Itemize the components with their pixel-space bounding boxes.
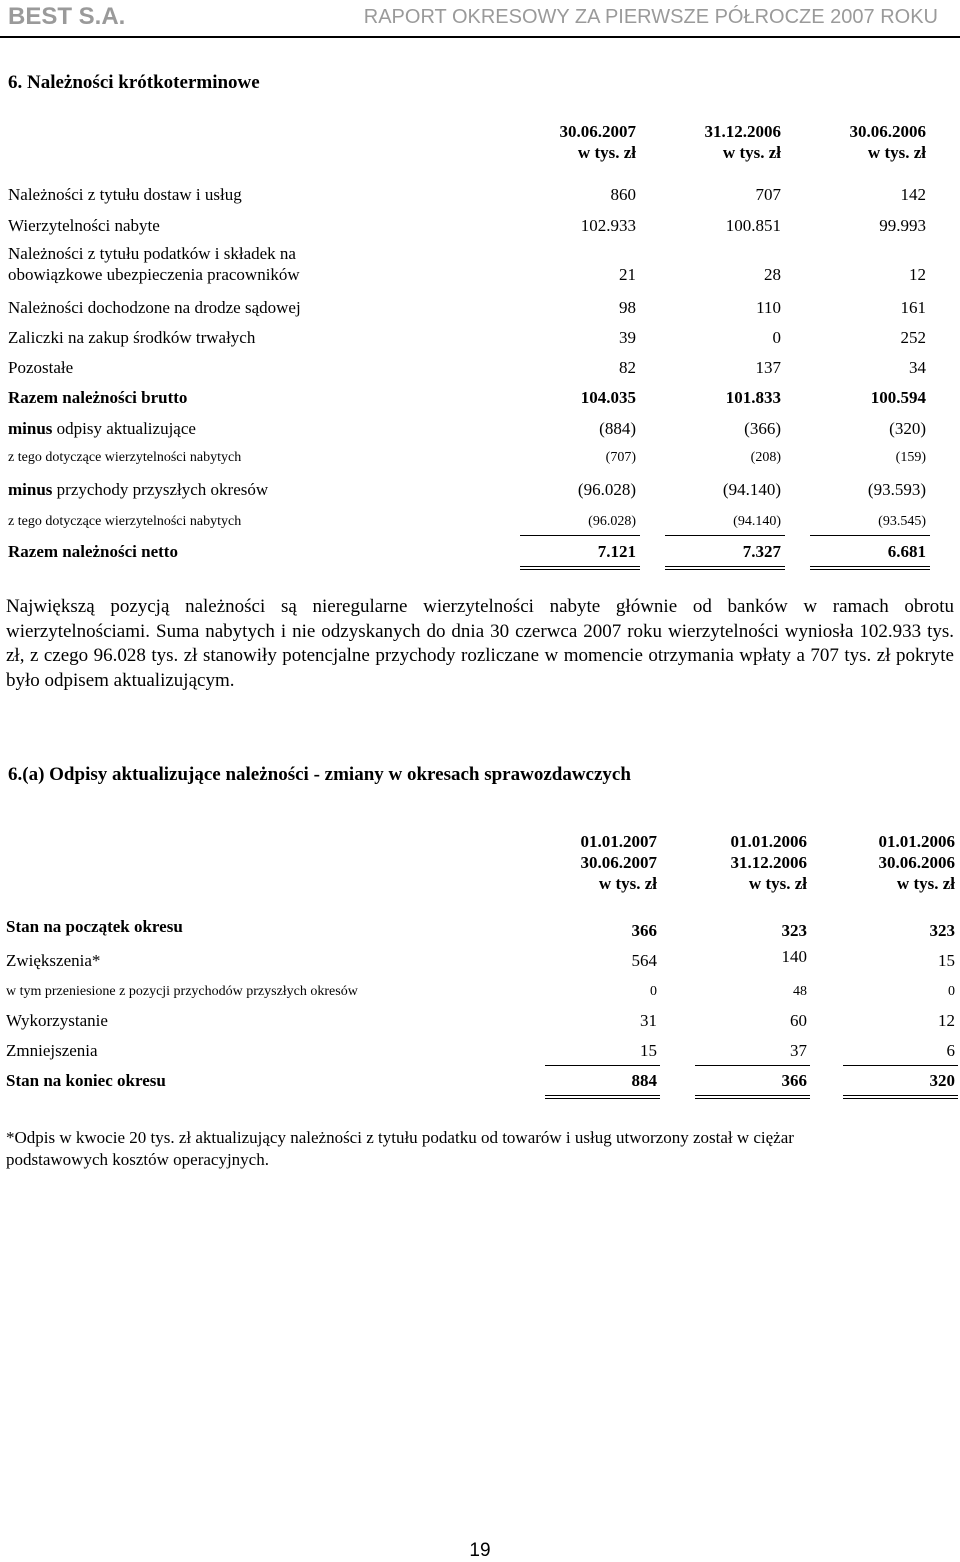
- s6a-row-value: 12: [938, 1011, 955, 1030]
- s6-total-net-value: 6.681: [887, 542, 926, 561]
- s6-row-label-line2: obowiązkowe ubezpieczenia pracowników: [8, 265, 300, 284]
- s6a-col-3-from: 01.01.2006: [878, 832, 955, 851]
- s6-col-3-header: [820, 121, 926, 163]
- s6-row-value: 34: [909, 358, 926, 377]
- s6-row-label: Należności z tytułu podatków i składek na: [8, 244, 296, 263]
- s6a-row-value: 15: [938, 951, 955, 970]
- s6a-row-value: 37: [790, 1041, 807, 1060]
- s6a-closing-label: Stan na koniec okresu: [6, 1071, 166, 1090]
- page-header: [0, 0, 960, 38]
- s6-row-value: (94.140): [722, 480, 781, 499]
- s6a-row-value: 60: [790, 1011, 807, 1030]
- s6a-col-2-unit: w tys. zł: [748, 874, 807, 893]
- s6-row-value: 137: [755, 358, 781, 377]
- s6-row-value: 102.933: [580, 216, 636, 235]
- s6-total-rule: [520, 535, 640, 536]
- s6-double-rule: [520, 569, 640, 570]
- s6-row-label: z tego dotyczące wierzytelności nabytych: [8, 450, 242, 465]
- s6a-row-value: 366: [631, 921, 657, 940]
- s6-double-rule: [810, 566, 930, 567]
- s6-row-value: (96.028): [588, 514, 636, 529]
- s6a-row-label: w tym przeniesione z pozycji przychodów przyszłych okresów: [6, 984, 358, 999]
- minus-rest: przychody przyszłych okresów: [52, 480, 269, 499]
- page-number: 19: [469, 1540, 491, 1561]
- s6a-total-rule: [545, 1065, 660, 1066]
- s6a-col-1-header: [545, 831, 657, 894]
- s6a-row-label: Zwiększenia*: [6, 951, 101, 970]
- company-name: BEST S.A.: [8, 3, 126, 30]
- s6a-col-2-header: [695, 831, 807, 894]
- minus-label: minus: [8, 419, 53, 438]
- s6-col-2-date: 31.12.2006: [704, 122, 781, 141]
- s6a-row-value: 323: [781, 921, 807, 940]
- s6a-col-3-to: 30.06.2006: [878, 853, 955, 872]
- s6a-col-2-to: 31.12.2006: [730, 853, 807, 872]
- s6-row-value: 21: [619, 265, 636, 284]
- s6-row-label: [8, 419, 196, 439]
- s6a-double-rule: [843, 1098, 958, 1099]
- s6a-opening-label: Stan na początek okresu: [6, 917, 183, 936]
- s6-total-net-value: 7.121: [597, 542, 636, 561]
- s6-row-value: 39: [619, 328, 636, 347]
- s6-total-gross-value: 104.035: [580, 388, 636, 407]
- s6a-double-rule: [695, 1098, 810, 1099]
- s6a-col-3-unit: w tys. zł: [896, 874, 955, 893]
- s6-row-value: (94.140): [733, 514, 781, 529]
- s6-double-rule: [520, 566, 640, 567]
- s6-row-label: [8, 480, 268, 500]
- s6-row-value: 12: [909, 265, 926, 284]
- s6-row-label: Należności dochodzone na drodze sądowej: [8, 298, 301, 317]
- section-6a-title: 6.(a) Odpisy aktualizujące należności - zmiany w okresach sprawozdawczych: [8, 764, 631, 785]
- s6-row-value: 99.993: [879, 216, 926, 235]
- s6a-col-1-to: 30.06.2007: [580, 853, 657, 872]
- s6-row-value: 860: [610, 185, 636, 204]
- s6a-row-label: Zmniejszenia: [6, 1041, 98, 1060]
- s6a-double-rule: [545, 1098, 660, 1099]
- s6-row-value: 100.851: [725, 216, 781, 235]
- s6-double-rule: [810, 569, 930, 570]
- s6a-col-1-from: 01.01.2007: [580, 832, 657, 851]
- s6-total-net-value: 7.327: [742, 542, 781, 561]
- section-6-paragraph: Największą pozycją należności są nieregularne wierzytelności nabyte głównie od banków w ramach obrotu wierzytelnościami. Suma nabytych i nie odzyskanych do dnia 30 czerwca 2007 roku wierzytelności wyniosła 102.933 tys. zł, z czego 96.028 tys. zł stanowiły potencjalne przychody rozliczane w momencie otrzymania wpłaty a 707 tys. zł pokryte było odpisem aktualizującym.: [6, 596, 954, 691]
- s6-row-value: 252: [900, 328, 926, 347]
- s6a-col-1-unit: w tys. zł: [598, 874, 657, 893]
- s6-row-value: (366): [744, 419, 781, 438]
- minus-label: minus: [8, 480, 53, 499]
- s6-row-label: z tego dotyczące wierzytelności nabytych: [8, 514, 242, 529]
- s6-row-value: (320): [889, 419, 926, 438]
- s6-col-3-unit: w tys. zł: [867, 143, 926, 162]
- s6-col-1-date: 30.06.2007: [559, 122, 636, 141]
- s6a-row-value: 564: [631, 951, 657, 970]
- s6-row-value: (93.593): [867, 480, 926, 499]
- s6-row-value: 98: [619, 298, 636, 317]
- s6a-row-value: 48: [793, 984, 807, 999]
- s6-row-label: Zaliczki na zakup środków trwałych: [8, 328, 256, 347]
- s6a-total-rule: [843, 1065, 958, 1066]
- s6-row-value: (707): [605, 450, 636, 465]
- s6-row-label: Należności z tytułu dostaw i usług: [8, 185, 242, 204]
- s6-total-rule: [810, 535, 930, 536]
- s6-row-value: (159): [895, 450, 926, 465]
- s6-col-2-unit: w tys. zł: [722, 143, 781, 162]
- s6-total-gross-label: Razem należności brutto: [8, 388, 188, 407]
- footnote: [6, 1127, 954, 1171]
- footnote-line-2: podstawowych kosztów operacyjnych.: [6, 1150, 269, 1169]
- footnote-line-1: *Odpis w kwocie 20 tys. zł aktualizujący należności z tytułu podatku od towarów i usług utworzony został w ciężar: [6, 1128, 794, 1147]
- s6-total-net-label: Razem należności netto: [8, 542, 178, 561]
- header-rule: [0, 36, 960, 38]
- s6a-row-label: Wykorzystanie: [6, 1011, 108, 1030]
- s6-row-value: 142: [900, 185, 926, 204]
- s6a-row-value: 31: [640, 1011, 657, 1030]
- s6-row-value: (884): [599, 419, 636, 438]
- s6-double-rule: [665, 566, 785, 567]
- s6-row-value: 28: [764, 265, 781, 284]
- s6-total-gross-value: 101.833: [725, 388, 781, 407]
- s6-double-rule: [665, 569, 785, 570]
- s6a-row-value: 323: [929, 921, 955, 940]
- s6-row-label: Pozostałe: [8, 358, 74, 377]
- s6-row-value: (96.028): [577, 480, 636, 499]
- s6a-row-value: 15: [640, 1041, 657, 1060]
- s6a-double-rule: [545, 1095, 660, 1096]
- s6-row-value: 82: [619, 358, 636, 377]
- s6-col-1-unit: w tys. zł: [577, 143, 636, 162]
- s6a-row-value: 884: [631, 1071, 657, 1090]
- s6-row-value: 707: [755, 185, 781, 204]
- s6a-row-value: 320: [929, 1071, 955, 1090]
- s6a-double-rule: [695, 1095, 810, 1096]
- s6a-col-3-header: [843, 831, 955, 894]
- report-title: RAPORT OKRESOWY ZA PIERWSZE PÓŁROCZE 2007 ROKU: [363, 6, 938, 28]
- section-6-title: 6. Należności krótkoterminowe: [8, 72, 260, 93]
- s6a-double-rule: [843, 1095, 958, 1096]
- s6a-row-value: 366: [781, 1071, 807, 1090]
- s6-row-value: 0: [772, 328, 781, 347]
- s6a-row-value: 0: [650, 984, 657, 999]
- s6-total-gross-value: 100.594: [870, 388, 926, 407]
- s6-col-1-header: [530, 121, 636, 163]
- s6-col-3-date: 30.06.2006: [849, 122, 926, 141]
- s6-row-value: 110: [756, 298, 781, 317]
- s6a-row-value: 0: [948, 984, 955, 999]
- minus-rest: odpisy aktualizujące: [52, 419, 196, 438]
- s6-row-label: Wierzytelności nabyte: [8, 216, 160, 235]
- s6-total-rule: [665, 535, 785, 536]
- s6-col-2-header: [675, 121, 781, 163]
- s6a-total-rule: [695, 1065, 810, 1066]
- s6-row-value: (93.545): [878, 514, 926, 529]
- s6a-row-value: 140: [781, 947, 807, 966]
- s6-row-value: 161: [900, 298, 926, 317]
- s6-row-value: (208): [750, 450, 781, 465]
- s6a-col-2-from: 01.01.2006: [730, 832, 807, 851]
- s6a-row-value: 6: [946, 1041, 955, 1060]
